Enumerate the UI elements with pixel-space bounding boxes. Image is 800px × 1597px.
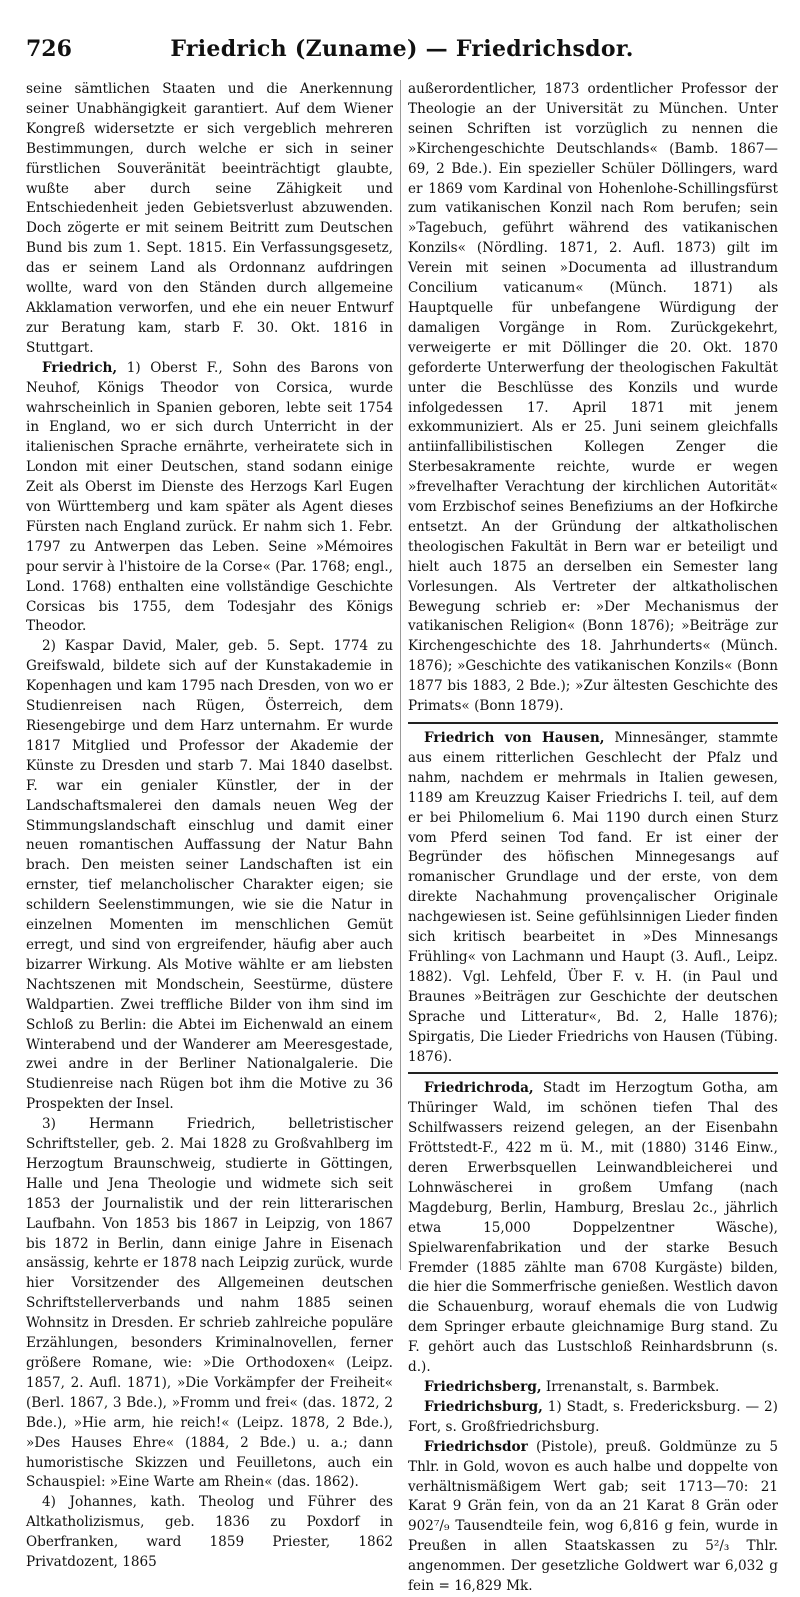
entry-lemma: Friedrichroda,: [424, 1080, 534, 1097]
page-header: [26, 36, 778, 70]
subentry-johannes: 4) Johannes, kath. Theolog und Führer des Altkatholizismus, geb. 1836 zu Poxdorf in Oberfranken, ward 1859 Priester, 1862 Privatdozent, 1865: [26, 1494, 393, 1571]
entry-friedrichsdor: [408, 1438, 778, 1597]
entry-friedrich-von-hausen: [408, 729, 778, 1067]
entry-lemma: Friedrichsburg,: [424, 1398, 543, 1415]
column-divider: [400, 80, 401, 1270]
entry-friedrichsberg: [408, 1378, 778, 1398]
entry-lemma: Friedrich von Hausen,: [424, 730, 605, 746]
paragraph-continuation: seine sämtlichen Staaten und die Anerkennung seiner Unabhängigkeit garantiert. Auf dem Wiener Kongreß widersetzte er sich vergeblich mehreren Bestimmungen, durch welche er sich in seiner fürstlichen Souveränität beeinträchtigt glaubte, wußte aber durch seine Zähigkeit und Entschiedenheit jeden Gebietsverlust abzuwenden. Doch zögerte er mit seinem Beitritt zum Deutschen Bund bis zum 1. Sept. 1815. Ein Verfassungsgesetz, das er seinem Land als Ordonnanz aufdringen wollte, ward von den Ständen durch allgemeine Akklamation verworfen, und ehe ein neuer Entwurf zur Beratung kam, starb F. 30. Okt. 1816 in Stuttgart.: [26, 81, 393, 356]
entry-lemma: Friedrichsdor: [424, 1438, 528, 1455]
entry-text: Minnesänger, stammte aus einem ritterlichen Geschlecht der Pfalz und nahm, nachdem er mehrmals in Italien gewesen, 1189 am Kreuzzug Kaiser Friedrichs I. teil, auf dem er bei Philomelium 6. Mai 1190 durch einen Sturz vom Pferd seinen Tod fand. Er ist einer der Begründer des höfischen Minnegesangs auf romanischer Grundlage und der erste, von dem direkte Nachahmung provençalischer Originale nachgewiesen ist. Seine gefühlsinnigen Lieder finden sich kritisch bearbeitet in »Des Minnesangs Frühling« von Lachmann und Haupt (3. Aufl., Leipz. 1882). Vgl. Lehfeld, Über F. v. H. (in Paul und Braunes »Beiträgen zur Geschichte der deutschen Sprache und Litteratur«, Bd. 2, Halle 1876); Spirgatis, Die Lieder Friedrichs von Hausen (Tübing. 1876).: [408, 730, 778, 1065]
entry-lemma: Friedrichsberg,: [424, 1379, 542, 1395]
entry-friedrichsburg: [408, 1398, 778, 1438]
entry-text: Stadt im Herzogtum Gotha, am Thüringer Wald, im schönen tiefen Thal des Schilfwassers reizend gelegen, an der Eisenbahn Fröttstedt-F., 422 m ü. M., mit (1880) 3146 Einw., deren Erwerbsquellen Leinwandbleicherei und Lohnwäscherei in großem Umfang (nach Magdeburg, Berlin, Hamburg, Breslau 2c., jährlich etwa 15,000 Doppelzentner Wäsche), Spielwarenfabrikation und der starke Besuch Fremder (1885 zählte man 6708 Kurgäste) bilden, die hier die Sommerfrische genießen. Westlich davon die Schauenburg, worauf ehemals die von Ludwig dem Springer erbaute gleichnamige Burg stand. Zu F. gehört auch das Lustschloß Reinhardsbrunn (s. d.).: [408, 1080, 778, 1376]
entry-lemma: Friedrich,: [42, 359, 118, 376]
entry-text: Irrenanstalt, s. Barmbek.: [541, 1379, 720, 1395]
subentry-hermann: 3) Hermann Friedrich, belletristischer Schriftsteller, geb. 2. Mai 1828 zu Großvahlberg im Herzogtum Braunschweig, studierte in Göttingen, Halle und Jena Theologie und widmete sich seit 1853 der Journalistik und der rein litterarischen Laufbahn. Von 1853 bis 1867 in Leipzig, von 1867 bis 1872 in Berlin, dann einige Jahre in Eisenach ansässig, kehrte er 1878 nach Leipzig zurück, wurde hier Vorsitzender des Allgemeinen deutschen Schriftstellerverbands und nahm 1885 seinen Wohnsitz in Dresden. Er schrieb zahlreiche populäre Erzählungen, besonders Kriminalnovellen, ferner größere Romane, wie: »Die Orthodoxen« (Leipz. 1857, 2. Aufl. 1871), »Die Vorkämpfer der Freiheit« (Berl. 1867, 3 Bde.), »Fromm und frei« (das. 1872, 2 Bde.), »Hie arm, hie reich!« (Leipz. 1878, 2 Bde.), »Des Hauses Ehre« (1884, 2 Bde.) u. a.; dann humoristische Skizzen und Feuilletons, auch ein Schauspiel: »Eine Warte am Rhein« (das. 1862).: [26, 1116, 393, 1491]
entry-text: 1) Stadt, s. Fredericksburg. — 2) Fort, s. Großfriedrichsburg.: [408, 1398, 778, 1435]
entry-friedrichroda: [408, 1079, 778, 1378]
page-number: 726: [26, 36, 72, 62]
right-column: [408, 80, 778, 1595]
entry-separator-rule: [408, 722, 778, 724]
paragraph-continuation: außerordentlicher, 1873 ordentlicher Professor der Theologie an der Universität zu München. Unter seinen Schriften ist vorzüglich zu nennen die »Kirchengeschichte Deutschlands« (Bamb. 1867—69, 2 Bde.). Ein spezieller Schüler Döllingers, ward er 1869 vom Kardinal von Hohenlohe-Schillingsfürst zum vatikanischen Konzil nach Rom berufen; sein »Tagebuch, geführt während des vatikanischen Konzils« (Nördling. 1871, 2. Aufl. 1873) gilt im Verein mit seinen »Documenta ad illustrandum Concilium vaticanum« (Münch. 1871) als Hauptquelle für unbefangene Würdigung der damaligen Vorgänge in Rom. Zurückgekehrt, verweigerte er mit Döllinger die 20. Okt. 1870 geforderte Unterwerfung der theologischen Fakultät unter die Beschlüsse des Konzils und wurde infolgedessen 17. April 1871 mit jenem exkommuniziert. Als er 25. Juni seinem gleichfalls antiinfallibilistischen Kollegen Zenger die Sterbesakramente reichte, wurde er wegen »frevelhafter Verachtung der kirchlichen Autorität« vom Erzbischof seines Benefiziums an der Hofkirche entsetzt. An der Gründung der altkatholischen theologischen Fakultät in Bern war er beteiligt und hielt auch 1875 an derselben ein Semester lang Vorlesungen. Als Vertreter der altkatholischen Bewegung schrieb er: »Der Mechanismus der vatikanischen Religion« (Bonn 1876); »Beiträge zur Kirchengeschichte des 18. Jahrhunderts« (Münch. 1876); »Geschichte des vatikanischen Konzils« (Bonn 1877 bis 1883, 2 Bde.); »Zur ältesten Geschichte des Primats« (Bonn 1879).: [408, 81, 778, 715]
entry-text: 1) Oberst F., Sohn des Barons von Neuhof, Königs Theodor von Corsica, wurde wahrscheinlich in Spanien geboren, lebte seit 1754 in England, wo er sich durch Unterricht in der italienischen Sprache ernährte, verheiratete sich in London mit einer Deutschen, stand sodann einige Zeit als Oberst im Dienste des Herzogs Karl Eugen von Württemberg und kam später als Agent dieses Fürsten nach England zurück. Er nahm sich 1. Febr. 1797 zu Antwerpen das Leben. Seine »Mémoires pour servir à l'histoire de la Corse« (Par. 1768; engl., Lond. 1768) enthalten eine vollständige Geschichte Corsicas bis 1755, dem Todesjahr des Königs Theodor.: [26, 359, 393, 635]
left-column: [26, 80, 393, 1571]
entry-text: (Pistole), preuß. Goldmünze zu 5 Thlr. in Gold, wovon es auch halbe und doppelte von verhältnismäßigem Wert gab; seit 1713—70: 21 Karat 9 Grän fein, von da an 21 Karat 8 Grän oder 902⁷/₉ Tausendteile fein, wog 6,816 g fein, wurde in Preußen in allen Staatskassen zu 5²/₃ Thlr. angenommen. Der gesetzliche Goldwert war 6,032 g fein = 16,829 Mk.: [408, 1438, 778, 1595]
entry-separator-rule: [408, 1072, 778, 1074]
running-head: Friedrich (Zuname) — Friedrichsdor.: [170, 36, 634, 62]
subentry-kaspar-david: 2) Kaspar David, Maler, geb. 5. Sept. 1774 zu Greifswald, bildete sich auf der Kunstakademie in Kopenhagen und kam 1795 nach Dresden, von wo er Studienreisen nach Rügen, Österreich, dem Riesengebirge und dem Harz unternahm. Er wurde 1817 Mitglied und Professor der Akademie der Künste zu Dresden und starb 7. Mai 1840 daselbst. F. war ein genialer Künstler, der in der Landschaftsmalerei den damals neuen Weg der Stimmungslandschaft einschlug und damit einer neuen romantischen Auffassung der Natur Bahn brach. Den meisten seiner Landschaften ist ein ernster, tief melancholischer Charakter eigen; sie schildern Seelenstimmungen, wie sie die Natur in einzelnen Momenten im menschlichen Gemüt erregt, und sind von ergreifender, häufig aber auch bizarrer Wirkung. Als Motive wählte er am liebsten Nachtszenen mit Mondschein, Seestürme, düstere Waldpartien. Zwei treffliche Bilder von ihm sind im Schloß zu Berlin: die Abtei im Eichenwald an einem Winterabend und der Wanderer am Meeresgestade, zwei andre in der Berliner Nationalgalerie. Die Studienreise nach Rügen bot ihm die Motive zu 36 Prospekten der Insel.: [26, 638, 393, 1113]
entry-friedrich: [26, 359, 393, 638]
